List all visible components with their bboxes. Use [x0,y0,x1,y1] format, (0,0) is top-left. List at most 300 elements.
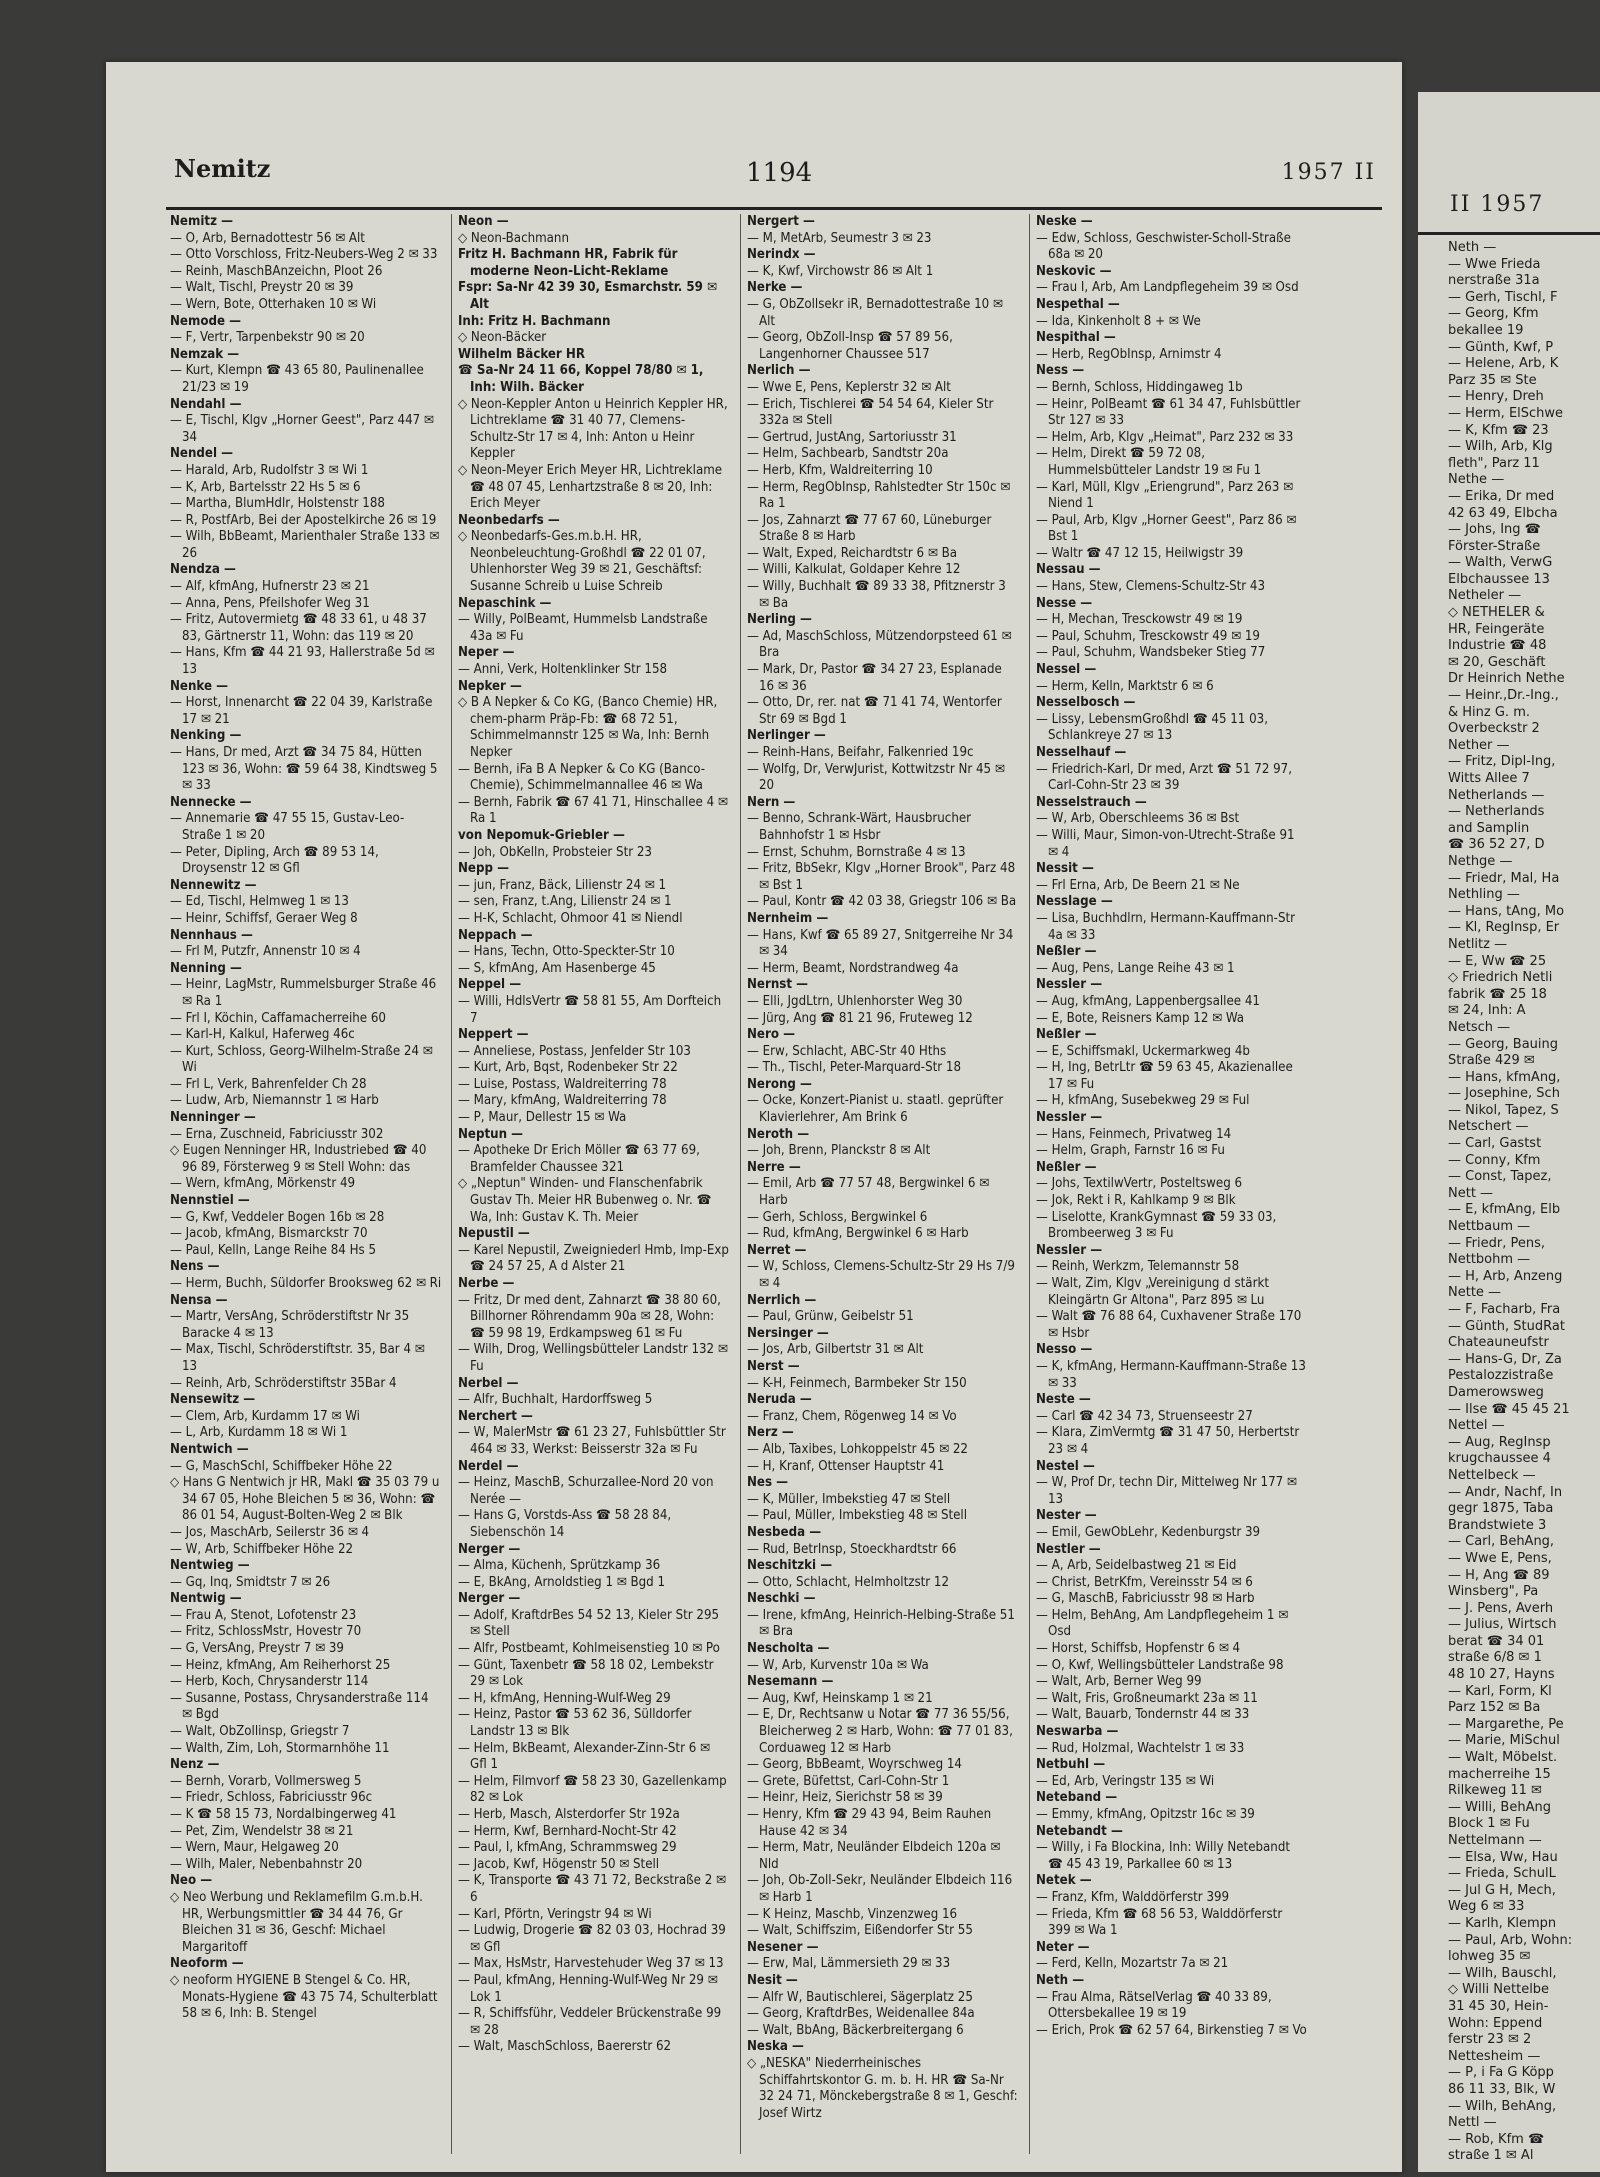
facing-page-entry: — Günth, Kwf, P [1448,339,1554,355]
directory-entry: — Elli, JgdLtrn, Uhlenhorster Weg 30 [747,993,963,1009]
directory-entry: — Alfr, Postbeamt, Kohlmeisenstieg 10 ✉ Po [458,1641,720,1657]
surname-heading: Neppel — [458,977,522,993]
directory-entry: ◇ neoform HYGIENE B Stengel & Co. HR, Monats-Hygiene ☎ 43 75 74, Schulterblatt 58 ✉ 6, Inh: B. Stengel [170,1972,438,2022]
page-number: 1194 [746,158,813,188]
facing-page-entry: 86 11 33, Blk, W [1448,2081,1556,2097]
directory-entry: — sen, Franz, t.Ang, Lilienstr 24 ✉ 1 [458,894,672,910]
directory-entry: — Martr, VersAng, Schröderstiftstr Nr 35 Baracke 4 ✉ 13 [170,1309,410,1341]
directory-entry: — Walt, BbAng, Bäckerbreitergang 6 [747,2022,964,2038]
directory-entry: — Bernh, iFa B A Nepker & Co KG (Banco-Chemie), Schimmelmannallee 46 ✉ Wa [458,761,706,794]
directory-entry: — M, MetArb, Seumestr 3 ✉ 23 [747,230,932,246]
surname-heading: Neste — [1036,1392,1091,1408]
directory-entry: — Frl Erna, Arb, De Beern 21 ✉ Ne [1036,877,1240,893]
directory-entry: — Jok, Rekt i R, Kahlkamp 9 ✉ Blk [1036,1193,1236,1209]
directory-entry: — Karel Nepustil, Zweigniederl Hmb, Imp-Exp ☎ 24 57 25, A d Alster 21 [458,1242,729,1275]
directory-entry: — Paul, Arb, Klgv „Horner Geest", Parz 86 ✉ Bst 1 [1036,512,1297,545]
directory-entry: — W, Prof Dr, techn Dir, Mittelweg Nr 177 ✉ 13 [1036,1475,1297,1507]
facing-page-entry: & Hinz G. m. [1448,704,1530,720]
surname-heading: Nendel — [170,446,234,462]
directory-entry: — Willi, Kalkulat, Goldaper Kehre 12 [747,562,961,578]
surname-heading: Nensewitz — [170,1392,256,1408]
directory-entry: — jun, Franz, Bäck, Lilienstr 24 ✉ 1 [458,877,667,893]
surname-heading: Nentwich — [170,1441,249,1457]
facing-page-entry: Parz 35 ✉ Ste [1448,372,1537,388]
directory-entry: — Adolf, KraftdrBes 54 52 13, Kieler Str 295 ✉ Stell [458,1607,720,1640]
directory-entry: — H-K, Schlacht, Ohmoor 41 ✉ Niendl [458,910,683,926]
directory-entry: — Otto, Schlacht, Helmholtzstr 12 [747,1574,950,1590]
directory-entry: — K-H, Feinmech, Barmbeker Str 150 [747,1375,967,1391]
facing-page-entry: Neth — [1448,240,1497,255]
directory-entry: — Paul, Kelln, Lange Reihe 84 Hs 5 [170,1242,377,1258]
directory-entry: ◇ Neon-Meyer Erich Meyer HR, Lichtreklame ☎ 48 07 45, Lenhartzstraße 8 ✉ 20, Inh: Erich Meyer [458,462,723,512]
surname-heading: Neoform — [170,1956,244,1972]
directory-entry: — Anna, Pens, Pfeilshofer Weg 31 [170,595,370,611]
directory-entry: ◇ „NESKA" Niederrheinisches Schiffahrtskontor G. m. b. H. HR ☎ Sa-Nr 32 24 71, Mönckebergstraße 8 ✉ 1, Geschf: Josef Wirtz [747,2055,1018,2121]
facing-page-entry: — Const, Tapez, [1448,1169,1552,1185]
facing-page-entry: lohweg 35 ✉ [1448,1949,1531,1965]
surname-heading: Nenninger — [170,1110,256,1126]
directory-entry: — Horst, Innenarcht ☎ 22 04 39, Karlstraße 17 ✉ 21 [170,695,433,727]
surname-heading: Nemode — [170,313,242,329]
directory-entry: — Kurt, Schloss, Georg-Wilhelm-Straße 24 ✉ Wi [170,1043,433,1076]
surname-heading: Nesener — [747,1939,819,1955]
facing-page-entry: — Walth, VerwG [1448,555,1553,571]
facing-page-entry: HR, Feingeräte [1448,621,1545,637]
directory-entry: — Walt, Tischl, Preystr 20 ✉ 39 [170,280,354,296]
facing-page-entry: Nether — [1448,737,1510,753]
surname-heading: Neper — [458,645,515,661]
directory-entry: — Frl L, Verk, Bahrenfelder Ch 28 [170,1076,367,1092]
directory-entry: — Erich, Prok ☎ 62 57 64, Birkenstieg 7 ✉ Vo [1036,2022,1307,2038]
surname-heading: Nerong — [747,1076,812,1092]
directory-entry: — F, Vertr, Tarpenbekstr 90 ✉ 20 [170,330,365,346]
surname-heading: Nespithal — [1036,330,1116,346]
directory-entry: — W, Arb, Oberschleems 36 ✉ Bst [1036,811,1240,827]
surname-heading: Nessel — [1036,662,1097,678]
directory-entry: — Franz, Kfm, Walddörferstr 399 [1036,1889,1230,1905]
directory-entry: — Joh, Ob-Zoll-Sekr, Neuländer Elbdeich 116 ✉ Harb 1 [747,1873,1013,1905]
directory-entry: — Luise, Postass, Waldreiterring 78 [458,1076,667,1092]
directory-entry: — R, Schiffsführ, Veddeler Brückenstraße 99 ✉ 28 [458,2006,722,2038]
facing-page-entry: Damerowsweg [1448,1384,1544,1400]
directory-entry: — Aug, Pens, Lange Reihe 43 ✉ 1 [1036,960,1235,976]
surname-heading: Nennecke — [170,794,252,810]
surname-heading: Nensa — [170,1292,228,1308]
directory-page [106,62,1402,2172]
directory-entry: — E, BkAng, Arnoldstieg 1 ✉ Bgd 1 [458,1574,666,1590]
directory-entry: — Otto Vorschloss, Fritz-Neubers-Weg 2 ✉ 33 [170,247,438,263]
surname-heading: ☎ Sa-Nr 24 11 66, Koppel 78/80 ✉ 1, Inh: Wilh. Bäcker [458,363,704,395]
directory-entry: — Georg, ObZoll-Insp ☎ 57 89 56, Langenhorner Chaussee 517 [747,330,953,362]
directory-entry: — Clem, Arb, Kurdamm 17 ✉ Wi [170,1408,360,1424]
facing-page-entry: Förster-Straße [1448,538,1541,554]
directory-entry: — Erw, Schlacht, ABC-Str 40 Hths [747,1043,947,1059]
facing-page-entry: — Friedr, Mal, Ha [1448,870,1560,886]
directory-entry: — Christ, BetrKfm, Vereinsstr 54 ✉ 6 [1036,1574,1253,1590]
directory-entry: — Rud, Holzmal, Wachtelstr 1 ✉ 33 [1036,1740,1245,1756]
directory-entry: — Herm, Matr, Neuländer Elbdeich 120a ✉ Nld [747,1840,1001,1872]
directory-entry: — Heinz, MaschB, Schurzallee-Nord 20 von Nerée — [458,1475,714,1507]
directory-entry: — Bernh, Fabrik ☎ 67 41 71, Hinschallee 4 ✉ Ra 1 [458,794,728,827]
directory-entry: — Helm, Sachbearb, Sandtstr 20a [747,446,949,462]
facing-page-entry: Wohn: Eppend [1448,2015,1543,2031]
directory-entry: — Annemarie ☎ 47 55 15, Gustav-Leo-Straße 1 ✉ 20 [170,811,405,843]
surname-heading: Nennewitz — [170,877,257,893]
directory-entry: — Erw, Mal, Lämmersieth 29 ✉ 33 [747,1956,951,1972]
surname-heading: Nesbeda — [747,1524,822,1540]
surname-heading: Nerlinger — [747,728,826,744]
surname-heading: Nerre — [747,1159,801,1175]
directory-entry: — Paul, Schuhm, Tresckowstr 49 ✉ 19 [1036,628,1260,644]
facing-page-entry: — Kl, RegInsp, Er [1448,920,1560,936]
directory-entry: — Frl M, Putzfr, Annenstr 10 ✉ 4 [170,944,361,960]
directory-entry: — G, ObZollsekr iR, Bernadottestraße 10 ✉ Alt [747,296,1003,329]
facing-page-entry: — K, Kfm ☎ 23 [1448,422,1549,438]
facing-page-entry: Nettel — [1448,1418,1505,1434]
surname-heading: Nepaschink — [458,595,552,611]
directory-entry: — Gertrud, JustAng, Sartoriusstr 31 [747,429,957,445]
directory-entry: — Ernst, Schuhm, Bornstraße 4 ✉ 13 [747,844,966,860]
facing-page-entry: nerstraße 31a [1448,273,1540,289]
directory-entry: — P, Maur, Dellestr 15 ✉ Wa [458,1110,627,1126]
directory-entry: — Reinh, Werkzm, Telemannstr 58 [1036,1259,1240,1275]
directory-entry: — G, VersAng, Preystr 7 ✉ 39 [170,1641,344,1657]
directory-entry: ◇ Neo Werbung und Reklamefilm G.m.b.H. HR, Werbungsmittler ☎ 34 44 76, Gr Bleichen 31 ✉ 36, Geschf: Michael Margaritoff [170,1889,423,1955]
directory-entry: — G, MaschSchl, Schiffbeker Höhe 22 [170,1458,393,1474]
facing-page-entry: 48 10 27, Hayns [1448,1667,1555,1683]
facing-page-entry: straße 6/8 ✉ 1 [1448,1650,1542,1666]
directory-entry: — Bernh, Schloss, Hiddingaweg 1b [1036,379,1243,395]
surname-heading: Nennhaus — [170,927,253,943]
directory-entry: — Peter, Dipling, Arch ☎ 89 53 14, Droysenstr 12 ✉ Gfl [170,844,379,877]
facing-page-entry: Witts Allee 7 [1448,771,1530,786]
directory-entry: — Joh, ObKelln, Probsteier Str 23 [458,844,652,860]
surname-heading: Neppach — [458,927,533,943]
directory-entry: — Lisa, Buchhdlrn, Hermann-Kauffmann-Str 4a ✉ 33 [1036,910,1296,943]
facing-page-entry: — Aug, RegInsp [1448,1434,1551,1450]
surname-heading: Neskovic — [1036,263,1112,279]
facing-page-entry: — Herm, ElSchwe [1448,405,1564,421]
directory-entry: — Walt, Arb, Berner Weg 99 [1036,1674,1202,1690]
surname-heading: Neppert — [458,1027,529,1043]
facing-page-entry: ◇ Friedrich Netli [1448,970,1553,986]
directory-entry: — Walt, Bauarb, Tondernstr 44 ✉ 33 [1036,1707,1250,1723]
directory-entry: — W, Arb, Schiffbeker Höhe 22 [170,1541,354,1557]
surname-heading: Nesit — [747,1972,798,1988]
surname-heading: Nester — [1036,1508,1097,1524]
column-2 [458,214,730,2159]
directory-entry: — S, kfmAng, Am Hasenberge 45 [458,960,656,976]
facing-page-entry: — Carl, Gastst [1448,1136,1542,1152]
directory-entry: ◇ Hans G Nentwich jr HR, Makl ☎ 35 03 79 u 34 67 05, Hohe Bleichen 5 ✉ 36, Wohn: ☎ 86 01 54, August-Bolten-Weg 2 ✉ Blk [170,1475,440,1524]
facing-page-entry: — Georg, Kfm [1448,306,1539,322]
facing-page-entry: — Andr, Nachf, In [1448,1484,1563,1500]
directory-entry: — Georg, KraftdrBes, Weidenallee 84a [747,2006,975,2022]
facing-page-entry: Netheler — [1448,588,1522,604]
directory-entry: — Wilh, BbBeamt, Marienthaler Straße 133 ✉ 26 [170,529,440,561]
surname-heading: Nespethal — [1036,296,1120,312]
surname-heading: Neswarba — [1036,1724,1119,1740]
directory-entry: — Alma, Küchenh, Sprützkamp 36 [458,1558,661,1574]
facing-page-entry: straße 1 ✉ Al [1448,2148,1534,2164]
facing-page-entry: Block 1 ✉ Fu [1448,1816,1530,1832]
column-divider [740,214,741,2154]
directory-entry: — Herb, RegObInsp, Arnimstr 4 [1036,346,1222,362]
surname-heading: Nessler — [1036,1242,1103,1258]
facing-page-entry: Elbchaussee 13 [1448,571,1550,587]
facing-page-entry: Nethe — [1448,472,1505,488]
facing-page-entry: Chateauneufstr [1448,1335,1549,1351]
facing-page-entry: Nettesheim — [1448,2048,1541,2064]
directory-entry: — Emil, Arb ☎ 77 57 48, Bergwinkel 6 ✉ Harb [747,1176,990,1209]
facing-page-entry: ☎ 36 52 27, D [1448,837,1545,853]
surname-heading: Nepustil — [458,1226,530,1242]
directory-entry: — Irene, kfmAng, Heinrich-Helbing-Straße 51 ✉ Bra [747,1607,1015,1640]
surname-heading: Netebandt — [1036,1823,1123,1839]
directory-entry: — Liselotte, KrankGymnast ☎ 59 33 03, Brombeerweg 3 ✉ Fu [1036,1209,1277,1242]
facing-page-entry: fleth", Parz 11 [1448,455,1540,471]
directory-entry: — Hans, Stew, Clemens-Schultz-Str 43 [1036,579,1265,595]
surname-heading: Inh: Fritz H. Bachmann [458,313,611,329]
directory-entry: — K, Müller, Imbekstieg 47 ✉ Stell [747,1491,951,1507]
surname-heading: Nesselhauf — [1036,745,1127,760]
directory-entry: — Friedr, Schloss, Fabriciusstr 96c [170,1790,373,1806]
running-head-year: 1957 II [1281,160,1376,185]
surname-heading: Nepker — [458,678,522,694]
facing-page-entry: — Henry, Dreh [1448,389,1544,405]
facing-page-entry: and Samplin [1448,820,1530,836]
facing-page-entry: Dr Heinrich Nethe [1448,671,1565,687]
surname-heading: Nentwieg — [170,1558,250,1574]
directory-entry: — Helm, Direkt ☎ 59 72 08, Hummelsbütteler Landstr 19 ✉ Fu 1 [1036,446,1262,478]
surname-heading: Nerret — [747,1242,807,1258]
directory-entry: — Anni, Verk, Holtenklinker Str 158 [458,662,668,678]
directory-entry: — Heinr, Schiffsf, Geraer Weg 8 [170,910,358,926]
directory-entry: — Heinr, PolBeamt ☎ 61 34 47, Fuhlsbüttler Str 127 ✉ 33 [1036,396,1301,429]
directory-entry: — Wern, kfmAng, Mörkenstr 49 [170,1176,356,1192]
facing-page-entry: — Hans-G, Dr, Za [1448,1351,1562,1367]
facing-page-entry: Pestalozzistraße [1448,1368,1554,1384]
facing-page-entry: ◇ Willi Nettelbe [1448,1982,1550,1998]
directory-entry: — Apotheke Dr Erich Möller ☎ 63 77 69, Bramfelder Chaussee 321 [458,1143,700,1175]
directory-entry: — K, Arb, Bartelsstr 22 Hs 5 ✉ 6 [170,479,361,495]
facing-page-entry: — Gerh, Tischl, F [1448,289,1558,305]
directory-entry: — Pet, Zim, Wendelstr 38 ✉ 21 [170,1823,354,1839]
directory-entry: — Kurt, Klempn ☎ 43 65 80, Paulinenallee 21/23 ✉ 19 [170,363,424,395]
directory-entry: — Kurt, Arb, Bqst, Rodenbeker Str 22 [458,1060,678,1076]
facing-page-entry: — Helene, Arb, K [1448,356,1559,372]
facing-page-entry: Netsch — [1448,1019,1511,1035]
directory-entry: — Joh, Brenn, Planckstr 8 ✉ Alt [747,1143,931,1159]
surname-heading: Nerbel — [458,1375,519,1391]
facing-page-entry: — F, Facharb, Fra [1448,1302,1561,1317]
facing-page-entry: — Johs, Ing ☎ [1448,522,1541,538]
directory-entry: — Henry, Kfm ☎ 29 43 94, Beim Rauhen Hause 42 ✉ 34 [747,1807,992,1839]
directory-entry: — Alfr W, Bautischlerei, Sägerplatz 25 [747,1989,973,2005]
directory-entry: — Günt, Taxenbetr ☎ 58 18 02, Lembekstr 29 ✉ Lok [458,1657,714,1690]
directory-entry: — Hans G, Vorstds-Ass ☎ 58 28 84, Siebenschön 14 [458,1508,672,1540]
facing-page-entry: — Heinr.,Dr.-Ing., [1448,688,1559,704]
directory-entry: — Paul, I, kfmAng, Schrammsweg 29 [458,1840,677,1856]
directory-entry: — G, Kwf, Veddeler Bogen 16b ✉ 28 [170,1209,385,1225]
surname-heading: Netbuhl — [1036,1757,1106,1773]
directory-entry: — Jacob, kfmAng, Bismarckstr 70 [170,1226,368,1242]
facing-page-entry: — Conny, Kfm [1448,1152,1541,1168]
facing-page-entry: — Wilh, BehAng, [1448,2098,1557,2114]
directory-entry: — Reinh, MaschBAnzeichn, Ploot 26 [170,263,383,279]
surname-heading: Nerst — [747,1358,800,1374]
surname-heading: Neon — [458,214,509,229]
surname-heading: Nessler — [1036,977,1103,993]
directory-entry: — H, Ing, BetrLtr ☎ 59 63 45, Akazienallee 17 ✉ Fu [1036,1060,1293,1092]
facing-page-entry: — Carl, BehAng, [1448,1534,1555,1550]
directory-entry: — Hans, Techn, Otto-Speckter-Str 10 [458,944,675,960]
facing-page-entry: Netschert — [1448,1119,1529,1135]
directory-entry: — Walth, Zim, Loh, Stormarnhöhe 11 [170,1740,390,1756]
surname-heading: Nergert — [747,214,815,229]
facing-page-entry: Winsberg", Pa [1448,1584,1539,1600]
surname-heading: Nessau — [1036,562,1101,578]
directory-entry: — Walt, Zim, Klgv „Vereinigung d stärkt Kleingärtn Gr Altona", Parz 895 ✉ Lu [1036,1276,1269,1308]
directory-entry: — Gq, Inq, Smidtstr 7 ✉ 26 [170,1574,331,1590]
directory-entry: — Harald, Arb, Rudolfstr 3 ✉ Wi 1 [170,462,369,478]
directory-entry: — Erich, Tischlerei ☎ 54 54 64, Kieler Str 332a ✉ Stell [747,396,994,429]
facing-page-entry: Straße 429 ✉ [1448,1053,1535,1069]
facing-page-entry: macherreihe 15 [1448,1766,1551,1782]
directory-entry: — Lissy, LebensmGroßhdl ☎ 45 11 03, Schlankreye 27 ✉ 13 [1036,711,1268,744]
facing-page-header: II 1957 [1450,192,1545,217]
directory-entry: — Wern, Maur, Helgaweg 20 [170,1840,339,1856]
directory-entry: — Helm, Filmvorf ☎ 58 23 30, Gazellenkamp 82 ✉ Lok [458,1773,727,1806]
facing-page-entry: gegr 1875, Taba [1448,1501,1554,1517]
facing-page-entry: Rilkeweg 11 ✉ [1448,1783,1542,1799]
directory-entry: — Herm, Beamt, Nordstrandweg 4a [747,960,959,976]
directory-entry: — Emmy, kfmAng, Opitzstr 16c ✉ 39 [1036,1807,1255,1822]
facing-page-entry: — Julius, Wirtsch [1448,1617,1557,1633]
facing-page-entry: Nethge — [1448,853,1513,869]
directory-entry: — Walt, MaschSchloss, Baererstr 62 [458,2039,672,2055]
directory-entry: — Otto, Dr, rer. nat ☎ 71 41 74, Wentorfer Str 69 ✉ Bgd 1 [747,695,1002,727]
surname-heading: Nendza — [170,562,236,578]
directory-entry: — Emil, GewObLehr, Kedenburgstr 39 [1036,1524,1261,1540]
facing-page-entry: — J. Pens, Averh [1448,1600,1554,1616]
facing-page-entry: — Netherlands [1448,804,1545,820]
directory-entry: — Willy, Buchhalt ☎ 89 33 38, Pfitznerstr 3 ✉ Ba [747,579,1006,611]
facing-page-entry: — Wwe Frieda [1448,256,1541,272]
facing-page-entry: Overbeckstr 2 [1448,721,1540,737]
facing-page-rule [1418,232,1600,235]
directory-entry: — Bernh, Vorarb, Vollmersweg 5 [170,1773,362,1789]
facing-page-entry: — Paul, Arb, Wohn: [1448,1932,1573,1948]
directory-entry: — O, Kwf, Wellingsbütteler Landstraße 98 [1036,1657,1284,1673]
directory-entry: — Walt, Schiffszim, Eißendorfer Str 55 [747,1923,973,1939]
facing-page-entry: 31 45 30, Hein- [1448,1998,1549,2014]
directory-entry: — Helm, Graph, Farnstr 16 ✉ Fu [1036,1143,1225,1159]
facing-page-entry: Nettl — [1448,2115,1497,2131]
facing-page-entry: — Elsa, Ww, Hau [1448,1849,1558,1865]
facing-page [1418,92,1600,2172]
surname-heading: Nerlich — [747,363,811,379]
facing-page-entry: — Marie, MiSchul [1448,1733,1560,1749]
directory-entry: — Johs, TextilwVertr, Posteltsweg 6 [1036,1176,1243,1192]
facing-page-entry: — Georg, Bauing [1448,1036,1559,1052]
facing-page-entry: — Jul G H, Mech, [1448,1882,1556,1898]
facing-page-entry: Nettelbeck — [1448,1467,1536,1483]
surname-heading: Nessit — [1036,861,1094,877]
facing-page-entry: ✉ 24, Inh: A [1448,1003,1526,1019]
surname-heading: Neruda — [747,1392,812,1408]
facing-page-entry: Nett — [1448,1185,1494,1201]
directory-entry: — Fritz, SchlossMstr, Hovestr 70 [170,1624,362,1640]
directory-entry: — Anneliese, Postass, Jenfelder Str 103 [458,1043,691,1059]
directory-entry: ◇ Neon-Bäcker [458,330,547,346]
directory-entry: — Jürg, Ang ☎ 81 21 96, Fruteweg 12 [747,1010,973,1026]
directory-entry: — Walt, Fris, Großneumarkt 23a ✉ 11 [1036,1690,1258,1706]
directory-entry: — Jos, Zahnarzt ☎ 77 67 60, Lüneburger Straße 8 ✉ Harb [747,512,992,545]
facing-page-entry: Parz 152 ✉ Ba [1448,1700,1541,1716]
surname-heading: Nenking — [170,728,242,744]
facing-page-entry: — Ilse ☎ 45 45 21 [1448,1401,1570,1417]
directory-entry: — Carl ☎ 42 34 73, Struenseestr 27 [1036,1408,1253,1424]
directory-entry: — Herb, Kfm, Waldreiterring 10 [747,462,933,478]
facing-page-entry: — Fritz, Dipl-Ing, [1448,754,1556,770]
surname-heading: Nerling — [747,612,812,628]
directory-entry: — Karl, Müll, Klgv „Eriengrund", Parz 263 ✉ Niend 1 [1036,479,1294,512]
directory-entry: — H, Mechan, Tresckowstr 49 ✉ 19 [1036,612,1243,628]
surname-heading: Neska — [747,2039,804,2055]
directory-entry: — Karl, Pförtn, Veringstr 94 ✉ Wi [458,1906,652,1922]
directory-entry: — E, Schiffsmakl, Uckermarkweg 4b [1036,1043,1250,1059]
facing-page-entry: — Hans, tAng, Mo [1448,903,1565,919]
directory-entry: — Hans, Feinmech, Privatweg 14 [1036,1126,1232,1142]
directory-entry: — Ocke, Konzert-Pianist u. staatl. geprüfter Klavierlehrer, Am Brink 6 [747,1093,1004,1126]
directory-entry: — Aug, kfmAng, Lappenbergsallee 41 [1036,993,1260,1009]
directory-entry: — K ☎ 58 15 73, Nordalbingerweg 41 [170,1807,397,1822]
directory-entry: — Rud, kfmAng, Bergwinkel 6 ✉ Harb [747,1226,969,1242]
directory-entry: — Paul, Grünw, Geibelstr 51 [747,1309,914,1325]
facing-page-entry: — Erika, Dr med [1448,488,1555,504]
directory-entry: — Heinr, LagMstr, Rummelsburger Straße 46 ✉ Ra 1 [170,977,437,1009]
surname-heading: Nesso — [1036,1342,1093,1358]
facing-page-entry: ◇ NETHELER & [1448,605,1545,621]
surname-heading: Nern — [747,794,796,810]
surname-heading: Nens — [170,1259,220,1275]
facing-page-entry: bekallee 19 [1448,322,1524,338]
directory-entry: — Wilh, Maler, Nebenbahnstr 20 [170,1856,363,1872]
surname-heading: Nesselbosch — [1036,695,1136,711]
surname-heading: Nessler — [1036,1110,1103,1126]
directory-entry: — Herb, Masch, Alsterdorfer Str 192a [458,1807,680,1822]
facing-page-entry: Nette — [1448,1285,1502,1301]
facing-page-entry: — Willi, BehAng [1448,1799,1551,1815]
surname-heading: Neschki — [747,1591,816,1607]
directory-entry: — Waltr ☎ 47 12 15, Heilwigstr 39 [1036,545,1244,561]
directory-entry: — Willy, i Fa Blockina, Inh: Willy Netebandt ☎ 45 43 19, Parkallee 60 ✉ 13 [1036,1840,1290,1872]
facing-page-entry: — Nikol, Tapez, S [1448,1102,1559,1118]
column-3 [747,214,1019,2159]
facing-page-entry: Industrie ☎ 48 [1448,638,1547,654]
surname-heading: Nerger — [458,1591,521,1607]
facing-page-entry: — Karlh, Klempn [1448,1915,1557,1931]
surname-heading: Wilhelm Bäcker HR [458,346,585,362]
directory-entry: — Jos, MaschArb, Seilerstr 36 ✉ 4 [170,1524,370,1540]
facing-page-entry: ✉ 20, Geschäft [1448,654,1546,670]
surname-heading: Nersinger — [747,1325,829,1341]
facing-page-entry: fabrik ☎ 25 18 [1448,986,1547,1002]
facing-page-entry: — Karl, Form, Kl [1448,1683,1552,1699]
directory-entry: — Fritz, Dr med dent, Zahnarzt ☎ 38 80 60, Billhorner Röhrendamm 90a ✉ 28, Wohn: ☎ 59 98 19, Erdkampsweg 61 ✉ Fu [458,1292,721,1341]
facing-page-entry: Brandstwiete 3 [1448,1517,1547,1533]
